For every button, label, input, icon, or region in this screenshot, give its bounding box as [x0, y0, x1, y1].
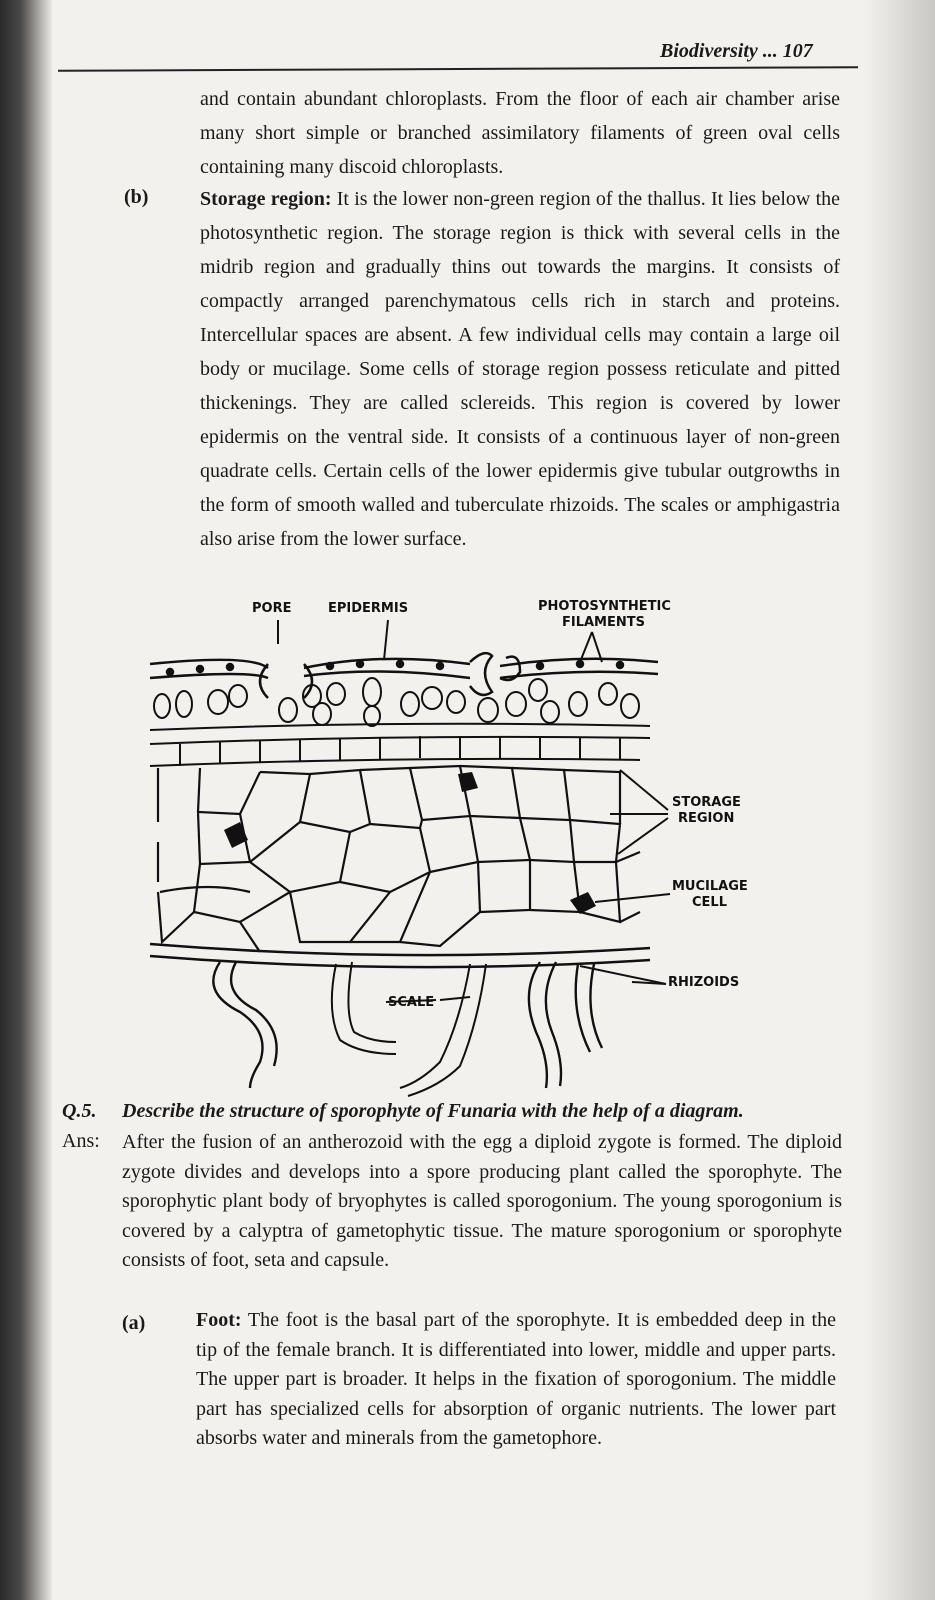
rhizoids [213, 962, 602, 1088]
section-a-paragraph [196, 1306, 836, 1454]
chlorenchyma-band [150, 724, 650, 766]
question-number: Q.5. [62, 1100, 97, 1122]
page-gutter-shadow [0, 0, 52, 1600]
paragraph-continuation: and contain abundant chloroplasts. From the floor of each air chamber arise many short simple or branched assimilatory filaments of green oval cells containing many discoid chloroplasts. [200, 88, 840, 178]
section-a-heading: Foot: [196, 1309, 242, 1331]
section-b-text: It is the lower non-green region of the thallus. It lies below the photosynthetic region. The storage region is thick with several cells in the midrib region and gradually thins out towards the margins. It consists of compactly arranged parenchymatous cells rich in starch and proteins. Intercellular spaces are absent. A few individual cells may contain a large oil body or mucilage. Some cells of storage region possess reticulate and pitted thickenings. They are called sclereids. This region is covered by lower epidermis on the ventral side. It consists of a continuous layer of non-green quadrate cells. Certain cells of the lower epidermis give tubular outgrowths in the form of smooth walled and tuberculate rhizoids. The scales or amphigastria also arise from the lower surface. [200, 188, 840, 550]
answer-paragraph: After the fusion of an antherozoid with the egg a diploid zygote is formed. The diploid zygote divides and develops into a spore producing plant called the sporophyte. The sporophytic plant body of bryophytes is called sporogonium. The young sporogonium is covered by a calyptra of gametophytic tissue. The mature sporogonium or sporophyte consists of foot, seta and capsule. [122, 1131, 842, 1271]
upper-epidermis [150, 659, 658, 678]
section-b-paragraph [200, 182, 840, 556]
header-rule [58, 66, 858, 71]
label-scale: SCALE [388, 995, 435, 1010]
label-mucilage: MUCILAGE [672, 879, 748, 894]
running-header: Biodiversity ... 107 [660, 40, 813, 62]
label-filaments: FILAMENTS [562, 615, 645, 630]
lower-epidermis [150, 944, 650, 967]
thallus-section-diagram [140, 592, 780, 1102]
label-storage: STORAGE [672, 795, 741, 810]
label-pore: PORE [252, 601, 292, 616]
label-epidermis: EPIDERMIS [328, 601, 409, 616]
photosynthetic-filaments [154, 678, 639, 726]
label-cell: CELL [692, 895, 727, 910]
section-b-marker: (b) [124, 186, 149, 208]
page-edge-shadow [865, 0, 935, 1600]
label-photosynthetic: PHOTOSYNTHETIC [538, 599, 671, 614]
section-a-text: The foot is the basal part of the sporophyte. It is embedded deep in the tip of the female branch. It is differentiated into lower, middle and upper parts. The upper part is broader. It helps in the fixation of sporogonium. The middle part has specialized cells for absorption of organic nutrients. The lower part absorbs water and minerals from the gametophore. [196, 1309, 836, 1449]
question-text: Describe the structure of sporophyte of Funaria with the help of a diagram. [122, 1100, 744, 1122]
label-region: REGION [678, 811, 735, 826]
oil-body-cell [224, 822, 248, 848]
pointer-lines [278, 620, 670, 1002]
oil-body-cell-2 [458, 772, 478, 792]
label-rhizoids: RHIZOIDS [668, 975, 740, 990]
section-a-marker: (a) [122, 1312, 146, 1334]
answer-label: Ans: [62, 1130, 100, 1152]
section-b-heading: Storage region: [200, 188, 332, 210]
storage-parenchyma [158, 766, 640, 952]
scales [332, 962, 486, 1096]
